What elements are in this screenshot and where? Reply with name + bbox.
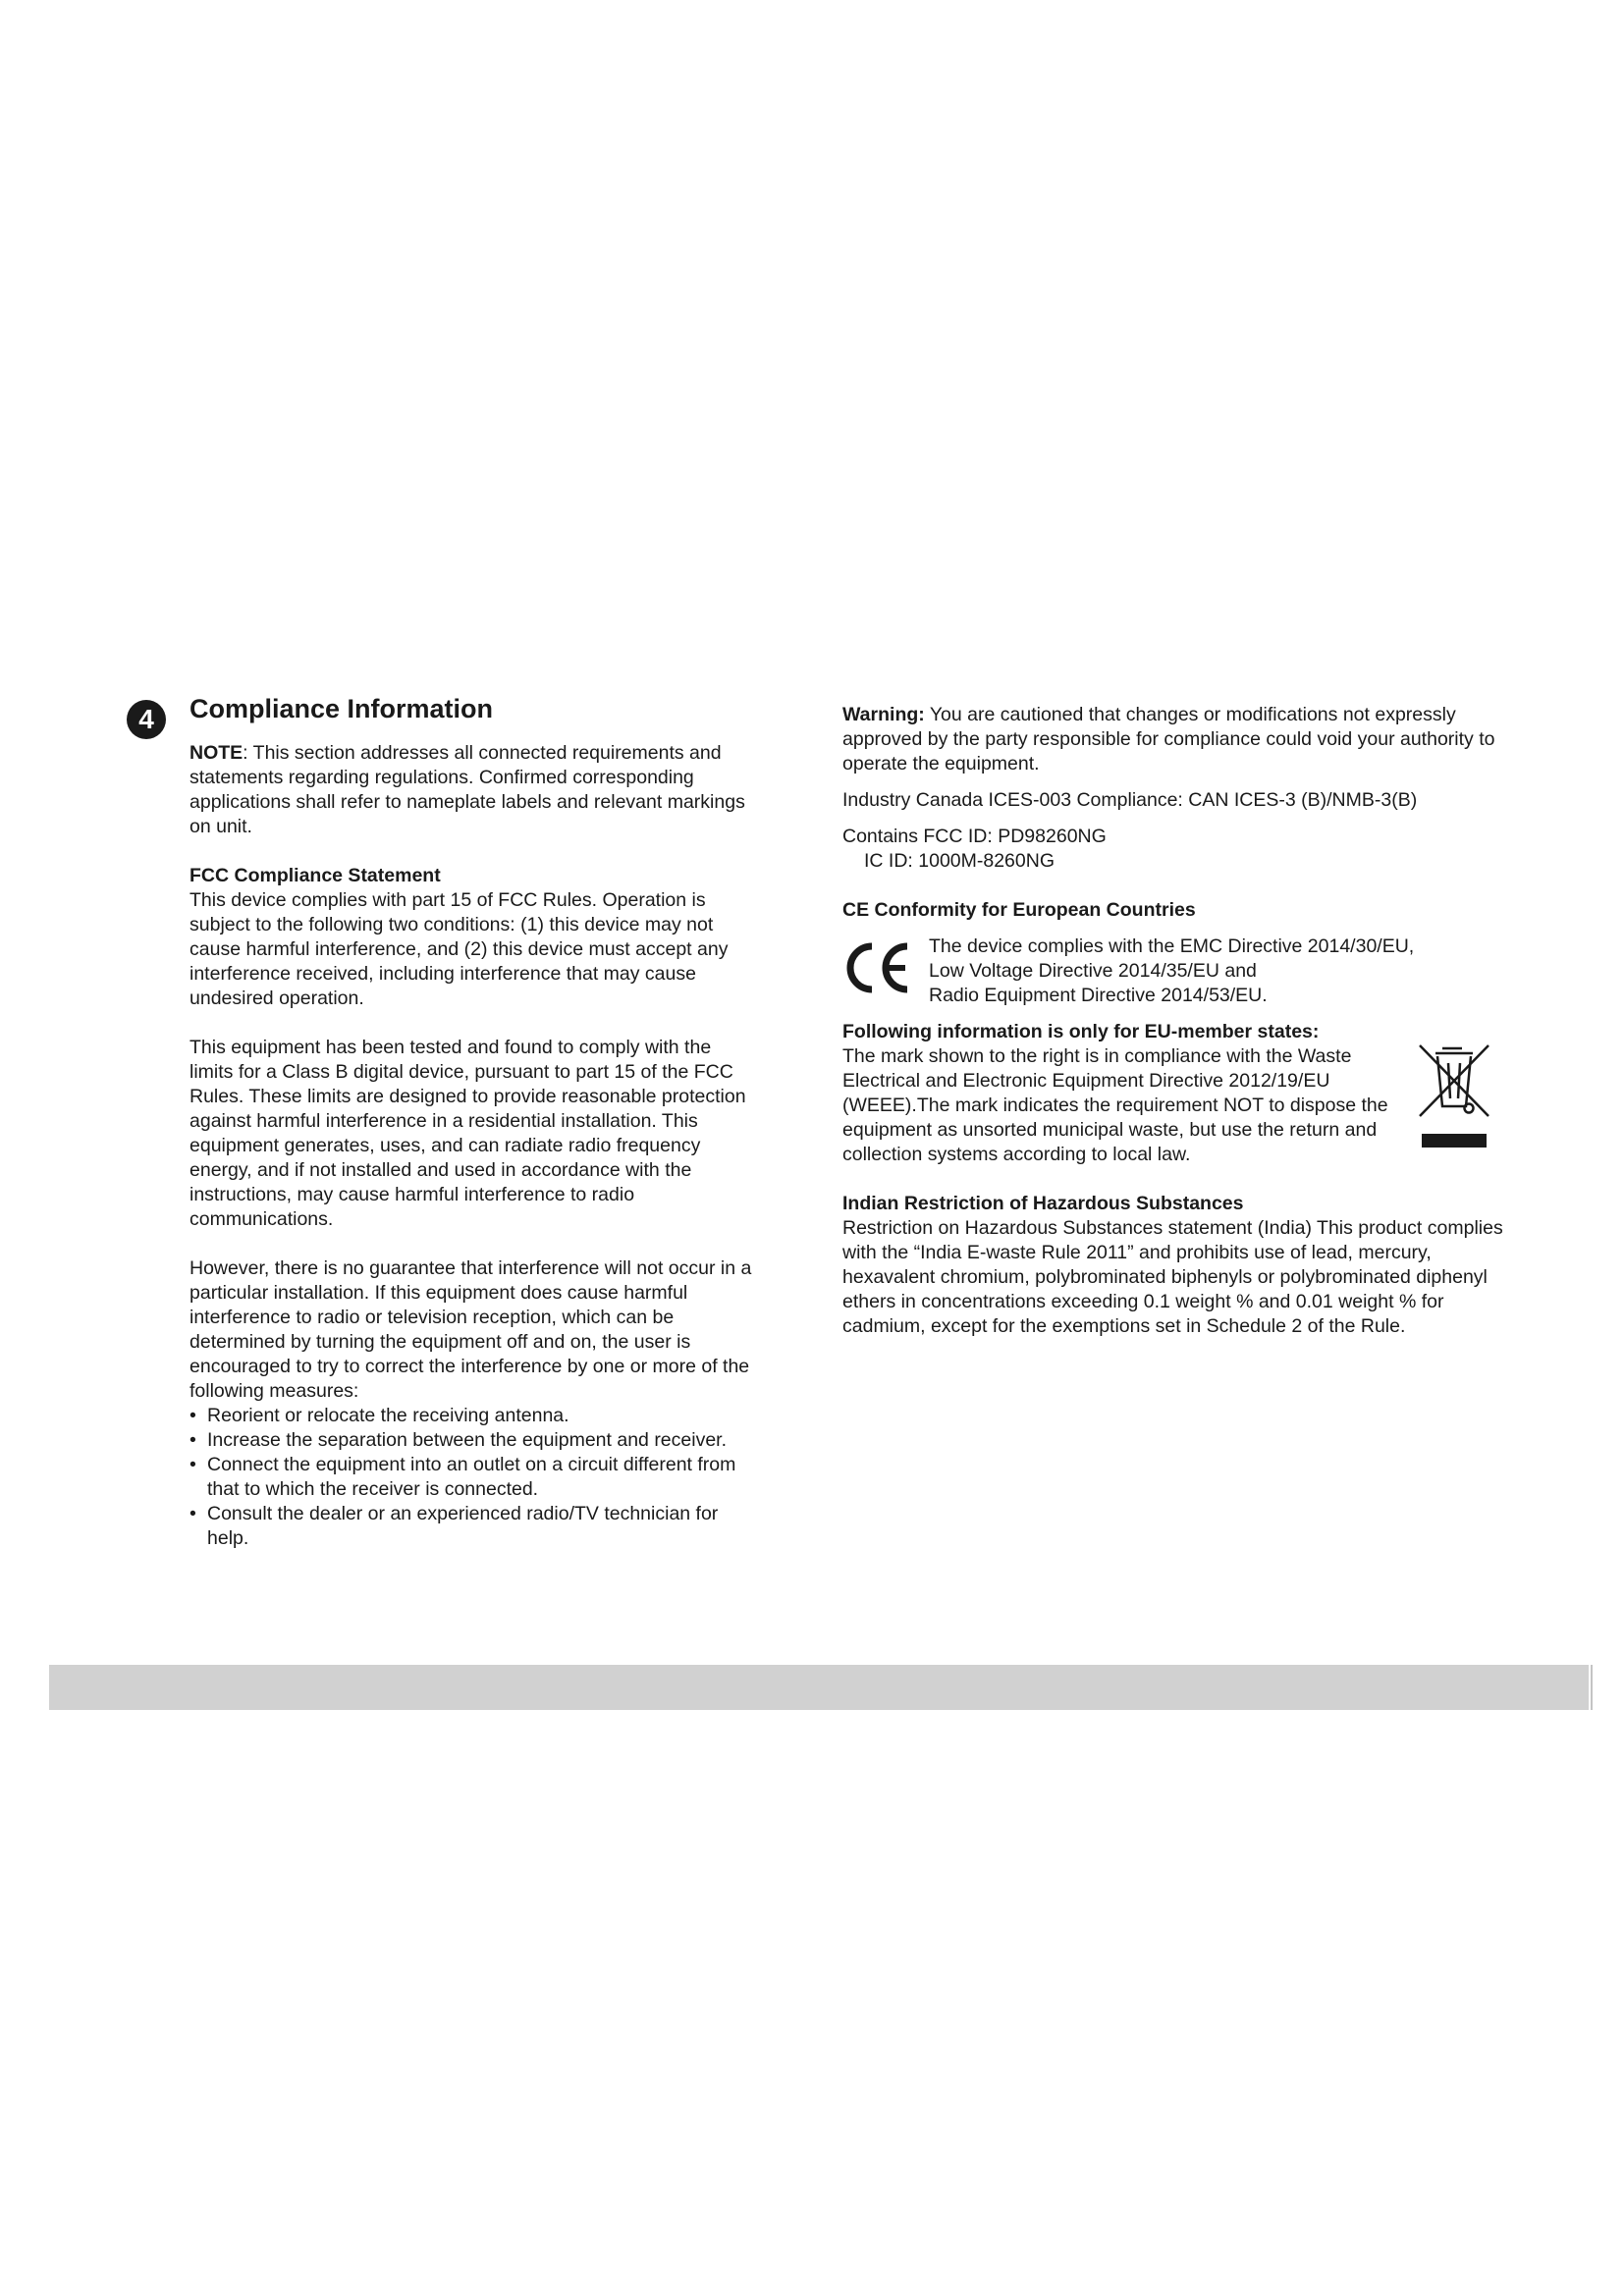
measure-text: Increase the separation between the equipment and receiver. bbox=[207, 1429, 728, 1451]
list-item: • Reorient or relocate the receiving antenna. bbox=[189, 1405, 569, 1426]
weee-text: The mark shown to the right is in compliance with the Waste Electrical and Electronic Equipment Directive 2012/19/EU (WEEE).The mark indicates the requirement NOT to dispose the equipment as unsorted municipal waste, but use the return and collection systems according to local law. bbox=[842, 1045, 1388, 1165]
footer-band-edge bbox=[1591, 1665, 1593, 1710]
measure-text: Reorient or relocate the receiving antenna. bbox=[207, 1405, 569, 1426]
warning-paragraph bbox=[842, 703, 1510, 776]
fcc-paragraph-2: This equipment has been tested and found to comply with the limits for a Class B digital device, pursuant to part 15 of the FCC Rules. These limits are designed to provide reasonable protection against harmful interference in a residential installation. This equipment generates, uses, and can radiate radio frequency energy, and if not installed and used in accordance with the instructions, may cause harmful interference to radio communications. bbox=[189, 1037, 746, 1230]
ce-line: Radio Equipment Directive 2014/53/EU. bbox=[929, 985, 1268, 1006]
footer-band bbox=[49, 1665, 1589, 1710]
weee-heading: Following information is only for EU-member states: bbox=[842, 1021, 1320, 1042]
industry-canada-statement: Industry Canada ICES-003 Compliance: CAN ICES-3 (B)/NMB-3(B) bbox=[842, 789, 1418, 811]
ce-line: Low Voltage Directive 2014/35/EU and bbox=[929, 960, 1257, 982]
ce-heading: CE Conformity for European Countries bbox=[842, 899, 1196, 921]
measures-list bbox=[189, 1404, 759, 1551]
india-rohs-text: Restriction on Hazardous Substances statement (India) This product complies with the “India E-waste Rule 2011” and prohibits use of lead, mercury, hexavalent chromium, polybrominated biphenyls or polybrominated diphenyl ethers in concentrations exceeding 0.1 weight % and 0.01 weight % for cadmium, except for the exemptions set in Schedule 2 of the Rule. bbox=[842, 1217, 1503, 1337]
fcc-paragraph-3: However, there is no guarantee that interference will not occur in a particular installation. If this equipment does cause harmful interference to radio or television reception, which can be determined by turning the equipment off and on, the user is encouraged to try to correct the interference by one or more of the following measures: bbox=[189, 1257, 752, 1402]
ce-text bbox=[842, 934, 1510, 1008]
left-column bbox=[189, 692, 759, 1551]
list-item: • Increase the separation between the equipment and receiver. bbox=[189, 1429, 728, 1451]
right-column bbox=[842, 703, 1510, 1339]
crossed-out-wheeled-bin-icon bbox=[1416, 1041, 1492, 1148]
warning-label: Warning: bbox=[842, 704, 925, 725]
section-number-badge: 4 bbox=[127, 700, 166, 739]
india-rohs-heading: Indian Restriction of Hazardous Substances bbox=[842, 1193, 1244, 1214]
list-item: • Consult the dealer or an experienced radio/TV technician for help. bbox=[189, 1503, 719, 1549]
contains-fcc-line bbox=[842, 825, 1510, 849]
ic-id: IC ID: 1000M-8260NG bbox=[864, 850, 1056, 872]
measure-text: Connect the equipment into an outlet on a circuit different from that to which the receiver is connected. bbox=[207, 1454, 736, 1500]
ce-line: The device complies with the EMC Directive 2014/30/EU, bbox=[929, 935, 1415, 957]
fcc-paragraph-1: This device complies with part 15 of FCC Rules. Operation is subject to the following two conditions: (1) this device may not cause harmful interference, and (2) this device must accept any interference received, including interference that may cause undesired operation. bbox=[189, 889, 729, 1009]
note-text: : This section addresses all connected requirements and statements regarding regulations. Confirmed corresponding applications shall refer to nameplate labels and relevant markings on unit. bbox=[189, 742, 745, 837]
weee-block bbox=[842, 1020, 1510, 1167]
list-item: • Connect the equipment into an outlet on a circuit different from that to which the receiver is connected. bbox=[189, 1454, 736, 1500]
ce-mark-icon bbox=[842, 940, 913, 995]
fcc-heading: FCC Compliance Statement bbox=[189, 865, 441, 886]
measure-text: Consult the dealer or an experienced radio/TV technician for help. bbox=[207, 1503, 719, 1549]
page-title: Compliance Information bbox=[189, 694, 494, 723]
note-label: NOTE bbox=[189, 742, 244, 764]
ce-block bbox=[842, 934, 1510, 1008]
note-paragraph bbox=[189, 741, 759, 839]
fcc-id: FCC ID: PD98260NG bbox=[923, 826, 1107, 847]
contains-label: Contains bbox=[842, 826, 918, 847]
warning-text: You are cautioned that changes or modifications not expressly approved by the party responsible for compliance could void your authority to operate the equipment. bbox=[842, 704, 1495, 774]
